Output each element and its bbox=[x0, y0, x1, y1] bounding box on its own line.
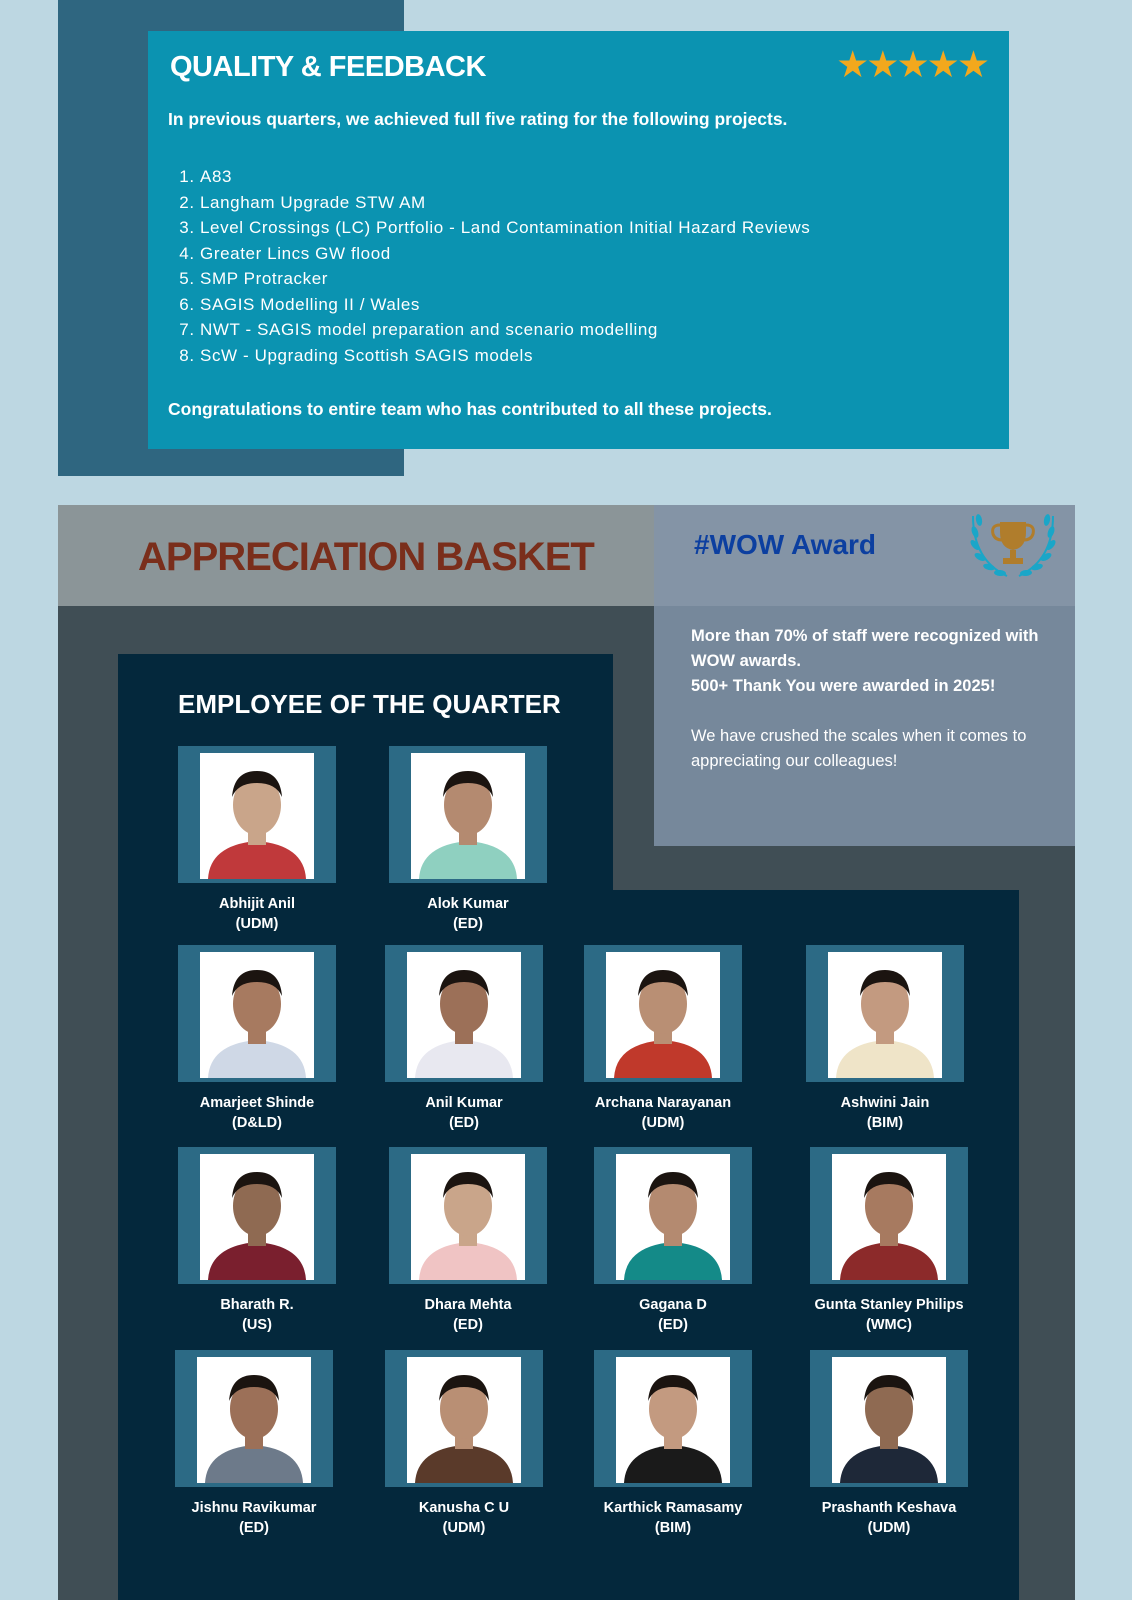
project-item: 2. Langham Upgrade STW AM bbox=[200, 190, 810, 216]
employee-photo-frame bbox=[389, 746, 547, 883]
portrait-silhouette-icon bbox=[616, 1357, 730, 1483]
employee-name: Bharath R. bbox=[220, 1297, 294, 1313]
employee-name: Gagana D bbox=[639, 1297, 707, 1313]
employee-photo bbox=[411, 1154, 525, 1280]
employee-caption bbox=[157, 1093, 357, 1133]
portrait-silhouette-icon bbox=[616, 1154, 730, 1280]
employee-photo bbox=[832, 1357, 946, 1483]
employee-department: (ED) bbox=[449, 1115, 479, 1131]
employee-photo-frame bbox=[806, 945, 964, 1082]
employee-department: (UDM) bbox=[867, 1520, 911, 1536]
employee-caption bbox=[785, 1093, 985, 1133]
employee-name: Karthick Ramasamy bbox=[603, 1500, 743, 1516]
employee-caption bbox=[563, 1093, 763, 1133]
employee-photo-frame bbox=[385, 1350, 543, 1487]
portrait-silhouette-icon bbox=[200, 1154, 314, 1280]
employee-department: (WMC) bbox=[866, 1317, 912, 1333]
project-item: 3. Level Crossings (LC) Portfolio - Land Contamination Initial Hazard Reviews bbox=[200, 215, 810, 241]
employee-name: Jishnu Ravikumar bbox=[191, 1500, 317, 1516]
employee-caption bbox=[157, 1295, 357, 1335]
employee-department: (BIM) bbox=[866, 1115, 904, 1131]
portrait-silhouette-icon bbox=[200, 952, 314, 1078]
portrait-silhouette-icon bbox=[407, 952, 521, 1078]
employee-photo bbox=[407, 1357, 521, 1483]
wow-stat-staff: More than 70% of staff were recognized with WOW awards. bbox=[691, 627, 1039, 670]
project-item: 6. SAGIS Modelling II / Wales bbox=[200, 292, 810, 318]
employee-photo bbox=[606, 952, 720, 1078]
employee-name: Anil Kumar bbox=[425, 1095, 503, 1111]
quality-feedback-card bbox=[148, 31, 1009, 449]
employee-caption bbox=[789, 1295, 989, 1335]
employee-name: Archana Narayanan bbox=[594, 1095, 732, 1111]
employee-caption bbox=[573, 1498, 773, 1538]
portrait-silhouette-icon bbox=[606, 952, 720, 1078]
employee-photo bbox=[616, 1357, 730, 1483]
portrait-silhouette-icon bbox=[411, 753, 525, 879]
employee-department: (ED) bbox=[453, 1317, 483, 1333]
employee-department: (ED) bbox=[453, 916, 483, 932]
appreciation-title: APPRECIATION BASKET bbox=[138, 535, 594, 579]
employee-caption bbox=[573, 1295, 773, 1335]
employee-caption bbox=[364, 1498, 564, 1538]
employee-department: (US) bbox=[242, 1317, 272, 1333]
employee-name: Alok Kumar bbox=[427, 896, 509, 912]
employee-caption bbox=[157, 894, 357, 934]
employee-photo-frame bbox=[389, 1147, 547, 1284]
employee-name: Amarjeet Shinde bbox=[199, 1095, 315, 1111]
portrait-silhouette-icon bbox=[832, 1357, 946, 1483]
employee-photo bbox=[407, 952, 521, 1078]
project-item: 7. NWT - SAGIS model preparation and scenario modelling bbox=[200, 317, 810, 343]
five-star-rating-icon: ★★★★★ bbox=[836, 44, 987, 85]
employee-photo-frame bbox=[810, 1350, 968, 1487]
wow-award-header bbox=[654, 505, 1075, 606]
employee-photo-frame bbox=[178, 945, 336, 1082]
employee-photo bbox=[200, 952, 314, 1078]
employee-department: (D&LD) bbox=[232, 1115, 282, 1131]
trophy-laurel-icon bbox=[967, 510, 1059, 586]
employee-department: (ED) bbox=[658, 1317, 688, 1333]
employee-name: Gunta Stanley Philips bbox=[814, 1297, 964, 1313]
employee-caption bbox=[364, 1093, 564, 1133]
quality-title: QUALITY & FEEDBACK bbox=[170, 51, 486, 83]
portrait-silhouette-icon bbox=[200, 753, 314, 879]
employee-photo-frame bbox=[175, 1350, 333, 1487]
project-item: 8. ScW - Upgrading Scottish SAGIS models bbox=[200, 343, 810, 369]
portrait-silhouette-icon bbox=[411, 1154, 525, 1280]
employee-department: (UDM) bbox=[442, 1520, 486, 1536]
project-item: 1. A83 bbox=[200, 164, 810, 190]
employee-photo-frame bbox=[594, 1147, 752, 1284]
project-item: 5. SMP Protracker bbox=[200, 266, 810, 292]
employee-photo-frame bbox=[810, 1147, 968, 1284]
wow-award-title: #WOW Award bbox=[694, 529, 877, 560]
employee-name: Prashanth Keshava bbox=[821, 1500, 957, 1516]
employee-photo bbox=[200, 1154, 314, 1280]
employee-caption bbox=[789, 1498, 989, 1538]
employee-caption bbox=[368, 894, 568, 934]
portrait-silhouette-icon bbox=[197, 1357, 311, 1483]
employee-photo-frame bbox=[178, 746, 336, 883]
employee-of-quarter-title: EMPLOYEE OF THE QUARTER bbox=[178, 689, 561, 719]
employee-photo-frame bbox=[594, 1350, 752, 1487]
employee-caption bbox=[368, 1295, 568, 1335]
wow-award-body bbox=[654, 606, 1075, 846]
portrait-silhouette-icon bbox=[828, 952, 942, 1078]
employee-name: Kanusha C U bbox=[418, 1500, 510, 1516]
employee-photo bbox=[200, 753, 314, 879]
employee-department: (UDM) bbox=[641, 1115, 685, 1131]
employee-photo bbox=[197, 1357, 311, 1483]
employee-photo bbox=[411, 753, 525, 879]
employee-name: Abhijit Anil bbox=[219, 896, 295, 912]
employee-photo bbox=[828, 952, 942, 1078]
employee-department: (BIM) bbox=[654, 1520, 692, 1536]
employee-photo bbox=[616, 1154, 730, 1280]
portrait-silhouette-icon bbox=[407, 1357, 521, 1483]
quality-congrats: Congratulations to entire team who has contributed to all these projects. bbox=[168, 399, 772, 419]
employee-name: Dhara Mehta bbox=[424, 1297, 512, 1313]
project-item: 4. Greater Lincs GW flood bbox=[200, 241, 810, 267]
employee-photo-frame bbox=[178, 1147, 336, 1284]
appreciation-header bbox=[58, 505, 654, 606]
employee-photo bbox=[832, 1154, 946, 1280]
employee-department: (ED) bbox=[239, 1520, 269, 1536]
employee-caption bbox=[154, 1498, 354, 1538]
employee-photo-frame bbox=[584, 945, 742, 1082]
wow-stat-thankyou: 500+ Thank You were awarded in 2025! bbox=[691, 677, 996, 695]
wow-message: We have crushed the scales when it comes to appreciating our colleagues! bbox=[691, 727, 1027, 770]
employee-name: Ashwini Jain bbox=[840, 1095, 930, 1111]
employee-photo-frame bbox=[385, 945, 543, 1082]
project-list bbox=[166, 164, 810, 368]
quality-intro: In previous quarters, we achieved full five rating for the following projects. bbox=[168, 109, 788, 129]
portrait-silhouette-icon bbox=[832, 1154, 946, 1280]
employee-department: (UDM) bbox=[235, 916, 279, 932]
